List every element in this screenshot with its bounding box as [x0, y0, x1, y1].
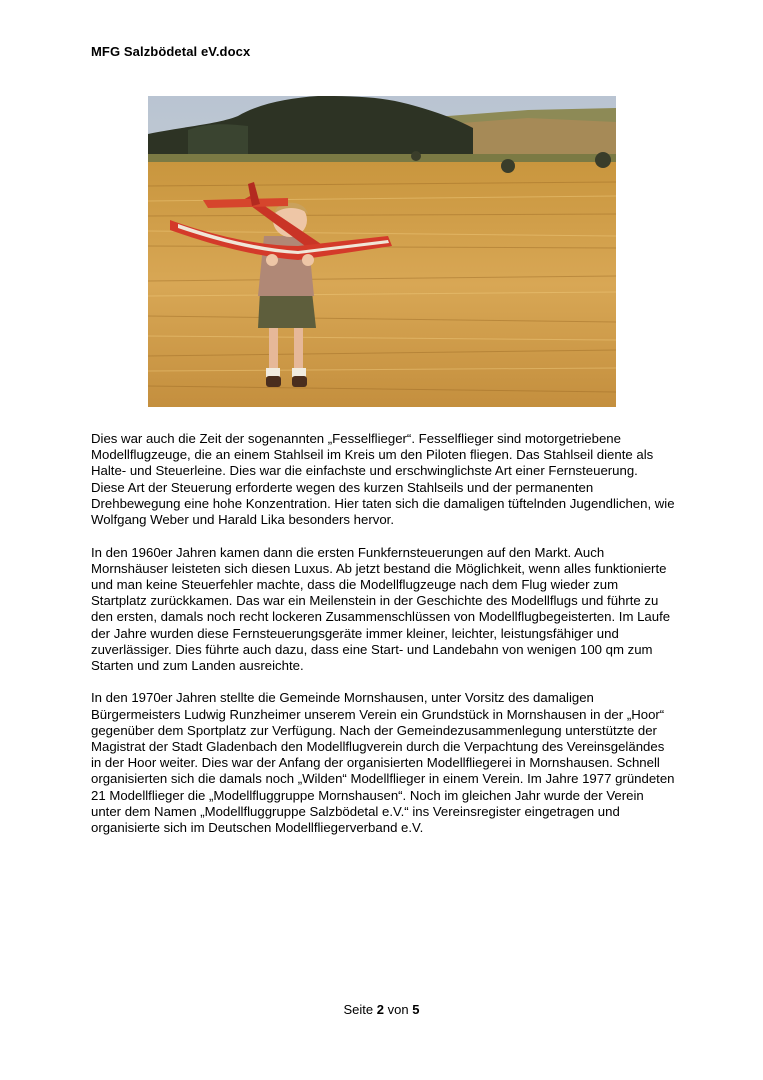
page-footer — [0, 1002, 763, 1017]
page-separator: von — [387, 1002, 409, 1017]
page-label: Seite — [343, 1002, 374, 1017]
total-pages-number: 5 — [412, 1002, 420, 1017]
document-title: MFG Salzbödetal eV.docx — [91, 44, 251, 59]
body-text — [91, 431, 675, 853]
photo-boy-with-model-airplane — [148, 96, 616, 407]
paragraph: In den 1970er Jahren stellte die Gemeinde Mornshausen, unter Vorsitz des damaligen Bürgermeisters Ludwig Runzheimer unserem Verein ein Grundstück in Mornshausen in der „Hoor“ gegenüber dem Sportplatz zur Verfügung. Nach der Gemeindezusammenlegung unterstützte der Magistrat der Stadt Gladenbach den Modellflugverein durch die Verpachtung des Vereinsgeländes in der Hoor weiter. Dies war der Anfang der organisierten Modellfliegerei in Mornshausen. Schnell organisierten sich die damals noch „Wilden“ Modellflieger in einem Verein. Im Jahre 1977 gründeten 21 Modellflieger die „Modellfluggruppe Mornshausen“. Noch im gleichen Jahr wurde der Verein unter dem Namen „Modellfluggruppe Salzbödetal e.V.“ ins Vereinsregister eingetragen und organisierte sich im Deutschen Modellfliegerverband e.V. — [91, 690, 675, 836]
current-page-number: 2 — [376, 1002, 385, 1017]
paragraph: In den 1960er Jahren kamen dann die ersten Funkfernsteuerungen auf den Markt. Auch Mornshäuser leisteten sich diesen Luxus. Ab jetzt bestand die Möglichkeit, wenn alles funktionierte und man keine Steuerfehler machte, dass die Modellflugzeuge nach dem Flug wieder zum Startplatz zurückkamen. Das war ein Meilenstein in der Geschichte des Modellflugs und führte zu den ersten, damals noch recht lockeren Zusammenschlüssen von Modellflugbegeisterten. Im Laufe der Jahre wurden diese Fernsteuerungsgeräte immer kleiner, leichter, leistungsfähiger und zuverlässiger. Dies führte auch dazu, dass eine Start- und Landebahn von wenigen 100 qm zum Starten und zum Landen ausreichte. — [91, 544, 671, 673]
paragraph: Dies war auch die Zeit der sogenannten „Fesselflieger“. Fesselflieger sind motorgetriebene Modellflugzeuge, die an einem Stahlseil im Kreis um den Piloten fliegen. Das Stahlseil diente als Halte- und Steuerleine. Dies war die einfachste und erschwinglichste Art einer Fernsteuerung. Diese Art der Steuerung erforderte wegen des kurzen Stahlseils und der permanenten Drehbewegung eine hohe Konzentration. Hier taten sich die damaligen tüftelnden Jugendlichen, wie Wolfgang Weber und Harald Lika besonders hervor. — [91, 431, 675, 528]
